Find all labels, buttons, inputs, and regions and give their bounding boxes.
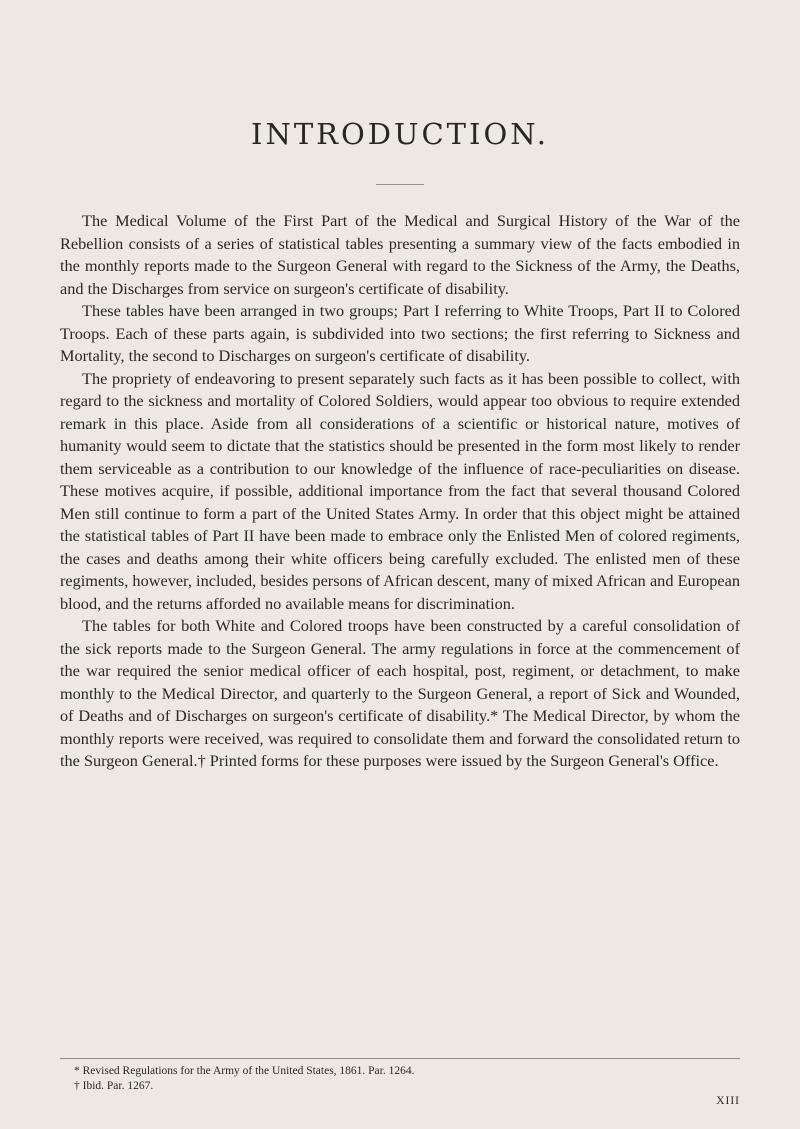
page-number: XIII [716, 1095, 740, 1107]
body-text [60, 210, 740, 773]
footnotes [74, 1064, 734, 1094]
paragraph: The propriety of endeavoring to present separately such facts as it has been possible to collect, with regard to the sickness and mortality of Colored Soldiers, would appear too obvious to require extended remark in this place. Aside from all considerations of a scientific or historical nature, motives of humanity would seem to dictate that the statistics should be presented in the form most likely to render them serviceable as a contribution to our knowledge of the influence of race-peculiarities on disease. These motives acquire, if possible, additional importance from the fact that several thousand Colored Men still continue to form a part of the United States Army. In order that this object might be attained the statistical tables of Part II have been made to embrace only the Enlisted Men of colored regiments, the cases and deaths among their white officers being carefully excluded. The enlisted men of these regiments, however, included, besides persons of African descent, many of mixed African and European blood, and the returns afforded no available means for discrimination. [60, 368, 740, 613]
page-title: INTRODUCTION. [251, 117, 549, 151]
paragraph: These tables have been arranged in two groups; Part I referring to White Troops, Part II to Colored Troops. Each of these parts again, is subdivided into two sections; the first referring to Sickness and Mortality, the second to Discharges on surgeon's certificate of disability. [60, 301, 740, 365]
paragraph: The Medical Volume of the First Part of the Medical and Surgical History of the War of the Rebellion consists of a series of statistical tables presenting a summary view of the facts embodied in the monthly reports made to the Surgeon General with regard to the Sickness of the Army, the Deaths, and the Discharges from service on surgeon's certificate of disability. [60, 211, 740, 298]
paragraph: The tables for both White and Colored troops have been constructed by a careful consolidation of the sick reports made to the Surgeon General. The army regulations in force at the commencement of the war required the senior medical officer of each hospital, post, regiment, or detachment, to make monthly to the Medical Director, and quarterly to the Surgeon General, a report of Sick and Wounded, of Deaths and of Discharges on surgeon's certificate of disability.* The Medical Director, by whom the monthly reports were received, was required to consolidate them and forward the consolidated return to the Surgeon General.† Printed forms for these purposes were issued by the Surgeon General's Office. [60, 616, 740, 770]
footnote: † Ibid. Par. 1267. [74, 1080, 154, 1092]
footnote-divider [60, 1058, 740, 1059]
title-divider [376, 184, 424, 185]
footnote: * Revised Regulations for the Army of the United States, 1861. Par. 1264. [74, 1065, 415, 1077]
